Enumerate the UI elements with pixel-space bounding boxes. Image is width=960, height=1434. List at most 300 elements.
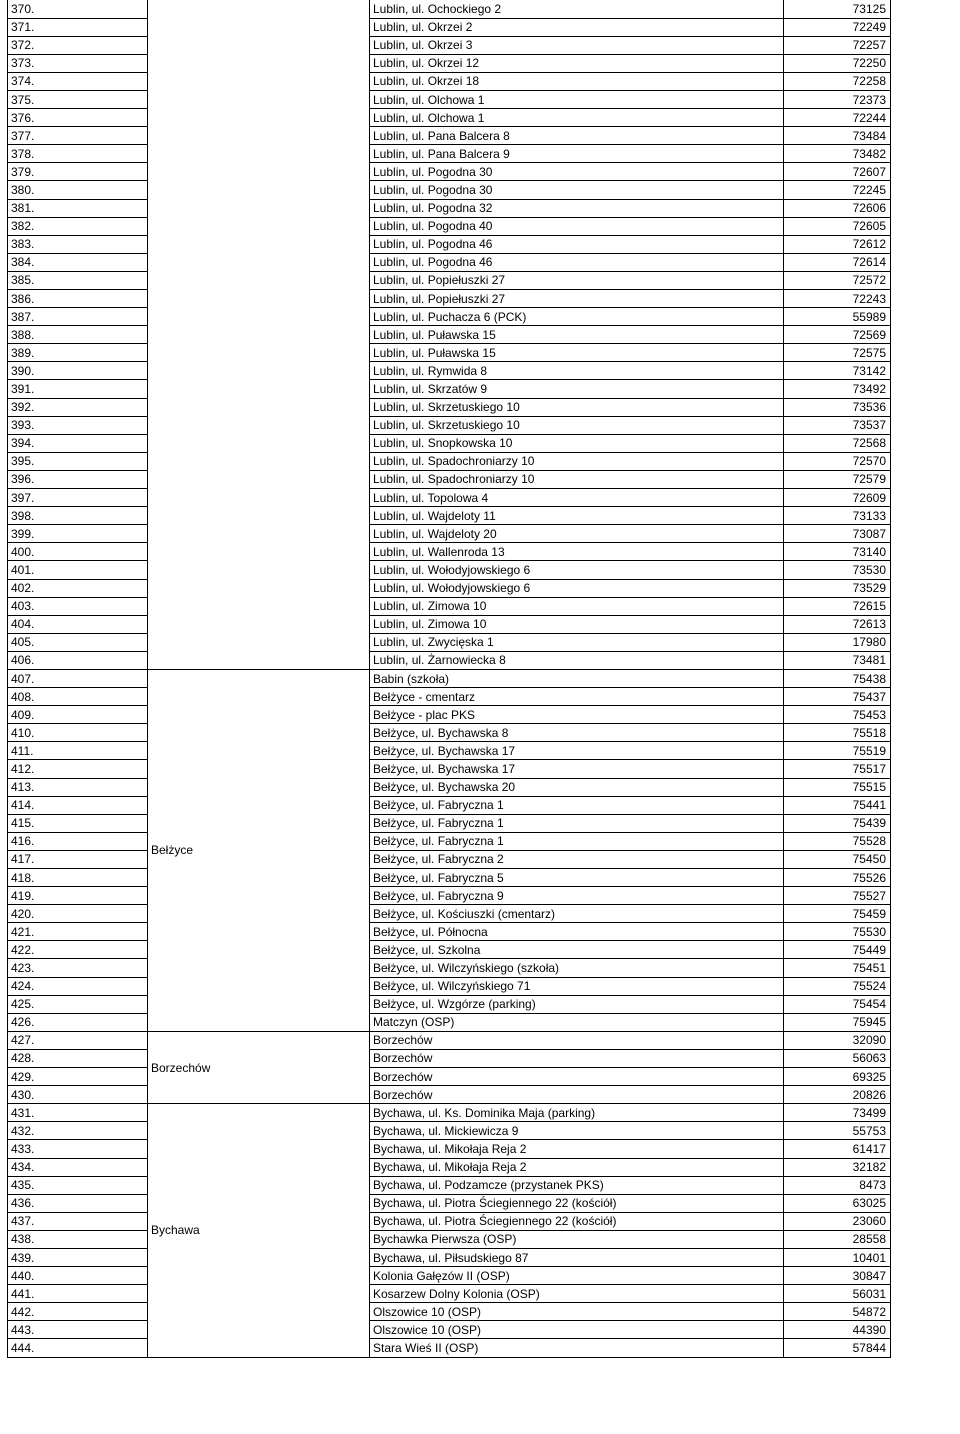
- table-row: [8, 1104, 891, 1122]
- row-number: 421.: [8, 923, 148, 941]
- row-number: 388.: [8, 326, 148, 344]
- row-number: 407.: [8, 669, 148, 687]
- row-number: 385.: [8, 271, 148, 289]
- point-id-cell: 28558: [784, 1230, 891, 1248]
- point-id-cell: 32090: [784, 1031, 891, 1049]
- gmina-cell: Bychawa: [148, 1104, 370, 1357]
- point-id-cell: 75439: [784, 814, 891, 832]
- point-id-cell: 72243: [784, 290, 891, 308]
- row-number: 394.: [8, 434, 148, 452]
- row-number: 432.: [8, 1122, 148, 1140]
- point-id-cell: 75528: [784, 832, 891, 850]
- row-number: 409.: [8, 706, 148, 724]
- point-id-cell: 75459: [784, 905, 891, 923]
- location-cell: Bychawa, ul. Piotra Ściegiennego 22 (kościół): [370, 1194, 784, 1212]
- location-cell: Lublin, ul. Okrzei 12: [370, 54, 784, 72]
- location-cell: Lublin, ul. Pogodna 30: [370, 181, 784, 199]
- point-id-cell: 32182: [784, 1158, 891, 1176]
- location-cell: Lublin, ul. Skrzatów 9: [370, 380, 784, 398]
- location-cell: Lublin, ul. Wajdeloty 11: [370, 507, 784, 525]
- table-row: [8, 217, 891, 235]
- location-cell: Stara Wieś II (OSP): [370, 1339, 784, 1357]
- location-cell: Matczyn (OSP): [370, 1013, 784, 1031]
- location-cell: Lublin, ul. Pogodna 40: [370, 217, 784, 235]
- table-row: [8, 651, 891, 669]
- location-cell: Lublin, ul. Puchacza 6 (PCK): [370, 308, 784, 326]
- row-number: 397.: [8, 489, 148, 507]
- table-row: [8, 18, 891, 36]
- table-row: [8, 923, 891, 941]
- point-id-cell: 75441: [784, 796, 891, 814]
- row-number: 401.: [8, 561, 148, 579]
- point-id-cell: 73087: [784, 525, 891, 543]
- row-number: 440.: [8, 1267, 148, 1285]
- location-cell: Kosarzew Dolny Kolonia (OSP): [370, 1285, 784, 1303]
- table-row: [8, 977, 891, 995]
- table-row: [8, 561, 891, 579]
- point-id-cell: 72575: [784, 344, 891, 362]
- table-row: [8, 54, 891, 72]
- location-cell: Lublin, ul. Okrzei 18: [370, 72, 784, 90]
- location-cell: Borzechów: [370, 1031, 784, 1049]
- point-id-cell: 72607: [784, 163, 891, 181]
- location-cell: Bełżyce, ul. Fabryczna 9: [370, 887, 784, 905]
- row-number: 420.: [8, 905, 148, 923]
- point-id-cell: 75453: [784, 706, 891, 724]
- point-id-cell: 73530: [784, 561, 891, 579]
- table-row: [8, 959, 891, 977]
- location-cell: Bełżyce, ul. Bychawska 20: [370, 778, 784, 796]
- location-table: [7, 0, 891, 1358]
- point-id-cell: 75449: [784, 941, 891, 959]
- row-number: 424.: [8, 977, 148, 995]
- location-cell: Lublin, ul. Snopkowska 10: [370, 434, 784, 452]
- row-number: 392.: [8, 398, 148, 416]
- location-cell: Lublin, ul. Żarnowiecka 8: [370, 651, 784, 669]
- point-id-cell: 72245: [784, 181, 891, 199]
- row-number: 387.: [8, 308, 148, 326]
- row-number: 373.: [8, 54, 148, 72]
- row-number: 378.: [8, 145, 148, 163]
- row-number: 412.: [8, 760, 148, 778]
- table-row: [8, 434, 891, 452]
- point-id-cell: 44390: [784, 1321, 891, 1339]
- location-cell: Lublin, ul. Rymwida 8: [370, 362, 784, 380]
- point-id-cell: 72244: [784, 109, 891, 127]
- row-number: 425.: [8, 995, 148, 1013]
- row-number: 419.: [8, 887, 148, 905]
- point-id-cell: 72249: [784, 18, 891, 36]
- point-id-cell: 75451: [784, 959, 891, 977]
- table-row: [8, 36, 891, 54]
- location-cell: Lublin, ul. Wołodyjowskiego 6: [370, 579, 784, 597]
- table-row: [8, 163, 891, 181]
- row-number: 372.: [8, 36, 148, 54]
- point-id-cell: 75518: [784, 724, 891, 742]
- location-cell: Lublin, ul. Popiełuszki 27: [370, 271, 784, 289]
- table-row: [8, 633, 891, 651]
- table-row: [8, 706, 891, 724]
- point-id-cell: 72606: [784, 199, 891, 217]
- table-row: [8, 615, 891, 633]
- point-id-cell: 73529: [784, 579, 891, 597]
- table-row: [8, 905, 891, 923]
- table-row: [8, 832, 891, 850]
- location-cell: Lublin, ul. Wallenroda 13: [370, 543, 784, 561]
- table-row: [8, 1285, 891, 1303]
- location-cell: Lublin, ul. Pana Balcera 8: [370, 127, 784, 145]
- table-row: [8, 1321, 891, 1339]
- table-row: [8, 1248, 891, 1266]
- row-number: 398.: [8, 507, 148, 525]
- point-id-cell: 72250: [784, 54, 891, 72]
- table-row: [8, 416, 891, 434]
- location-cell: Lublin, ul. Wołodyjowskiego 6: [370, 561, 784, 579]
- point-id-cell: 56063: [784, 1049, 891, 1067]
- table-row: [8, 326, 891, 344]
- location-cell: Lublin, ul. Popiełuszki 27: [370, 290, 784, 308]
- point-id-cell: 73537: [784, 416, 891, 434]
- table-row: [8, 1176, 891, 1194]
- location-cell: Bełżyce, ul. Fabryczna 1: [370, 832, 784, 850]
- location-cell: Borzechów: [370, 1049, 784, 1067]
- row-number: 434.: [8, 1158, 148, 1176]
- table-row: [8, 380, 891, 398]
- point-id-cell: 75526: [784, 869, 891, 887]
- row-number: 406.: [8, 651, 148, 669]
- row-number: 431.: [8, 1104, 148, 1122]
- table-row: [8, 1158, 891, 1176]
- point-id-cell: 72568: [784, 434, 891, 452]
- table-row: [8, 1339, 891, 1357]
- point-id-cell: 75517: [784, 760, 891, 778]
- table-row: [8, 543, 891, 561]
- point-id-cell: 30847: [784, 1267, 891, 1285]
- location-cell: Lublin, ul. Pogodna 30: [370, 163, 784, 181]
- point-id-cell: 73140: [784, 543, 891, 561]
- location-cell: Bychawa, ul. Mickiewicza 9: [370, 1122, 784, 1140]
- table-row: [8, 1031, 891, 1049]
- point-id-cell: 73133: [784, 507, 891, 525]
- table-row: [8, 344, 891, 362]
- location-cell: Lublin, ul. Pana Balcera 9: [370, 145, 784, 163]
- row-number: 423.: [8, 959, 148, 977]
- row-number: 413.: [8, 778, 148, 796]
- table-row: [8, 941, 891, 959]
- table-row: [8, 0, 891, 18]
- table-row: [8, 199, 891, 217]
- point-id-cell: 20826: [784, 1086, 891, 1104]
- point-id-cell: 73536: [784, 398, 891, 416]
- table-row: [8, 489, 891, 507]
- point-id-cell: 55989: [784, 308, 891, 326]
- row-number: 404.: [8, 615, 148, 633]
- location-cell: Bełżyce - cmentarz: [370, 688, 784, 706]
- row-number: 377.: [8, 127, 148, 145]
- row-number: 370.: [8, 0, 148, 18]
- point-id-cell: 54872: [784, 1303, 891, 1321]
- point-id-cell: 8473: [784, 1176, 891, 1194]
- point-id-cell: 72615: [784, 597, 891, 615]
- location-cell: Bełżyce - plac PKS: [370, 706, 784, 724]
- table-row: [8, 145, 891, 163]
- point-id-cell: 55753: [784, 1122, 891, 1140]
- row-number: 396.: [8, 470, 148, 488]
- table-row: [8, 814, 891, 832]
- row-number: 390.: [8, 362, 148, 380]
- row-number: 415.: [8, 814, 148, 832]
- table-body: [8, 0, 891, 1357]
- table-row: [8, 127, 891, 145]
- row-number: 441.: [8, 1285, 148, 1303]
- table-row: [8, 1194, 891, 1212]
- row-number: 408.: [8, 688, 148, 706]
- table-row: [8, 507, 891, 525]
- location-cell: Bełżyce, ul. Północna: [370, 923, 784, 941]
- row-number: 444.: [8, 1339, 148, 1357]
- point-id-cell: 75438: [784, 669, 891, 687]
- location-cell: Bychawa, ul. Podzamcze (przystanek PKS): [370, 1176, 784, 1194]
- location-cell: Bełżyce, ul. Fabryczna 1: [370, 814, 784, 832]
- location-cell: Lublin, ul. Okrzei 3: [370, 36, 784, 54]
- row-number: 427.: [8, 1031, 148, 1049]
- point-id-cell: 57844: [784, 1339, 891, 1357]
- location-cell: Bychawa, ul. Ks. Dominika Maja (parking): [370, 1104, 784, 1122]
- row-number: 389.: [8, 344, 148, 362]
- row-number: 382.: [8, 217, 148, 235]
- location-cell: Bełżyce, ul. Wilczyńskiego (szkoła): [370, 959, 784, 977]
- row-number: 430.: [8, 1086, 148, 1104]
- point-id-cell: 69325: [784, 1068, 891, 1086]
- point-id-cell: 73482: [784, 145, 891, 163]
- location-cell: Kolonia Gałęzów II (OSP): [370, 1267, 784, 1285]
- location-cell: Borzechów: [370, 1086, 784, 1104]
- location-cell: Lublin, ul. Wajdeloty 20: [370, 525, 784, 543]
- location-cell: Lublin, ul. Ochockiego 2: [370, 0, 784, 18]
- point-id-cell: 73125: [784, 0, 891, 18]
- point-id-cell: 72258: [784, 72, 891, 90]
- row-number: 386.: [8, 290, 148, 308]
- table-row: [8, 1267, 891, 1285]
- location-cell: Bełżyce, ul. Fabryczna 5: [370, 869, 784, 887]
- point-id-cell: 23060: [784, 1212, 891, 1230]
- point-id-cell: 75519: [784, 742, 891, 760]
- row-number: 391.: [8, 380, 148, 398]
- point-id-cell: 73499: [784, 1104, 891, 1122]
- location-cell: Babin (szkoła): [370, 669, 784, 687]
- location-cell: Borzechów: [370, 1068, 784, 1086]
- table-row: [8, 1212, 891, 1230]
- table-row: [8, 1049, 891, 1067]
- table-row: [8, 362, 891, 380]
- location-cell: Lublin, ul. Puławska 15: [370, 344, 784, 362]
- table-row: [8, 90, 891, 108]
- location-cell: Olszowice 10 (OSP): [370, 1321, 784, 1339]
- table-row: [8, 579, 891, 597]
- table-row: [8, 760, 891, 778]
- point-id-cell: 75450: [784, 850, 891, 868]
- row-number: 379.: [8, 163, 148, 181]
- location-cell: Bełżyce, ul. Bychawska 8: [370, 724, 784, 742]
- location-cell: Lublin, ul. Spadochroniarzy 10: [370, 452, 784, 470]
- point-id-cell: 73481: [784, 651, 891, 669]
- location-cell: Lublin, ul. Skrzetuskiego 10: [370, 398, 784, 416]
- point-id-cell: 72612: [784, 235, 891, 253]
- location-cell: Lublin, ul. Olchowa 1: [370, 90, 784, 108]
- point-id-cell: 10401: [784, 1248, 891, 1266]
- table-row: [8, 290, 891, 308]
- table-row: [8, 887, 891, 905]
- point-id-cell: 73142: [784, 362, 891, 380]
- point-id-cell: 72579: [784, 470, 891, 488]
- table-row: [8, 1122, 891, 1140]
- table-row: [8, 72, 891, 90]
- row-number: 402.: [8, 579, 148, 597]
- table-row: [8, 1230, 891, 1248]
- table-sheet: [7, 0, 890, 1431]
- location-cell: Bełżyce, ul. Fabryczna 2: [370, 850, 784, 868]
- point-id-cell: 72614: [784, 253, 891, 271]
- table-row: [8, 470, 891, 488]
- point-id-cell: 72257: [784, 36, 891, 54]
- row-number: 435.: [8, 1176, 148, 1194]
- location-cell: Bychawka Pierwsza (OSP): [370, 1230, 784, 1248]
- location-cell: Bychawa, ul. Piłsudskiego 87: [370, 1248, 784, 1266]
- location-cell: Olszowice 10 (OSP): [370, 1303, 784, 1321]
- point-id-cell: 17980: [784, 633, 891, 651]
- point-id-cell: 73492: [784, 380, 891, 398]
- location-cell: Bełżyce, ul. Bychawska 17: [370, 760, 784, 778]
- row-number: 417.: [8, 850, 148, 868]
- point-id-cell: 72572: [784, 271, 891, 289]
- table-row: [8, 1303, 891, 1321]
- row-number: 439.: [8, 1248, 148, 1266]
- table-row: [8, 235, 891, 253]
- row-number: 422.: [8, 941, 148, 959]
- location-cell: Bełżyce, ul. Bychawska 17: [370, 742, 784, 760]
- location-cell: Lublin, ul. Spadochroniarzy 10: [370, 470, 784, 488]
- location-cell: Lublin, ul. Zimowa 10: [370, 615, 784, 633]
- row-number: 375.: [8, 90, 148, 108]
- row-number: 384.: [8, 253, 148, 271]
- row-number: 429.: [8, 1068, 148, 1086]
- table-row: [8, 525, 891, 543]
- point-id-cell: 72609: [784, 489, 891, 507]
- row-number: 403.: [8, 597, 148, 615]
- location-cell: Bełżyce, ul. Fabryczna 1: [370, 796, 784, 814]
- row-number: 438.: [8, 1230, 148, 1248]
- table-row: [8, 398, 891, 416]
- location-cell: Lublin, ul. Zimowa 10: [370, 597, 784, 615]
- location-cell: Lublin, ul. Olchowa 1: [370, 109, 784, 127]
- location-cell: Lublin, ul. Topolowa 4: [370, 489, 784, 507]
- point-id-cell: 63025: [784, 1194, 891, 1212]
- row-number: 418.: [8, 869, 148, 887]
- location-cell: Lublin, ul. Pogodna 32: [370, 199, 784, 217]
- gmina-cell: Bełżyce: [148, 669, 370, 1031]
- table-row: [8, 1068, 891, 1086]
- row-number: 443.: [8, 1321, 148, 1339]
- location-cell: Lublin, ul. Pogodna 46: [370, 235, 784, 253]
- location-cell: Bełżyce, ul. Szkolna: [370, 941, 784, 959]
- point-id-cell: 75527: [784, 887, 891, 905]
- location-cell: Lublin, ul. Okrzei 2: [370, 18, 784, 36]
- location-cell: Lublin, ul. Puławska 15: [370, 326, 784, 344]
- row-number: 393.: [8, 416, 148, 434]
- location-cell: Lublin, ul. Skrzetuskiego 10: [370, 416, 784, 434]
- table-row: [8, 869, 891, 887]
- gmina-cell: [148, 0, 370, 669]
- point-id-cell: 61417: [784, 1140, 891, 1158]
- location-cell: Bełżyce, ul. Wilczyńskiego 71: [370, 977, 784, 995]
- point-id-cell: 75437: [784, 688, 891, 706]
- point-id-cell: 72605: [784, 217, 891, 235]
- point-id-cell: 75524: [784, 977, 891, 995]
- table-row: [8, 778, 891, 796]
- row-number: 442.: [8, 1303, 148, 1321]
- table-row: [8, 995, 891, 1013]
- point-id-cell: 72570: [784, 452, 891, 470]
- point-id-cell: 72569: [784, 326, 891, 344]
- row-number: 371.: [8, 18, 148, 36]
- gmina-cell: Borzechów: [148, 1031, 370, 1103]
- row-number: 428.: [8, 1049, 148, 1067]
- row-number: 376.: [8, 109, 148, 127]
- row-number: 400.: [8, 543, 148, 561]
- table-row: [8, 109, 891, 127]
- row-number: 399.: [8, 525, 148, 543]
- row-number: 380.: [8, 181, 148, 199]
- row-number: 374.: [8, 72, 148, 90]
- location-cell: Lublin, ul. Pogodna 46: [370, 253, 784, 271]
- row-number: 416.: [8, 832, 148, 850]
- point-id-cell: 73484: [784, 127, 891, 145]
- row-number: 414.: [8, 796, 148, 814]
- location-cell: Bychawa, ul. Mikołaja Reja 2: [370, 1140, 784, 1158]
- row-number: 381.: [8, 199, 148, 217]
- point-id-cell: 75945: [784, 1013, 891, 1031]
- table-row: [8, 724, 891, 742]
- row-number: 411.: [8, 742, 148, 760]
- row-number: 383.: [8, 235, 148, 253]
- table-row: [8, 850, 891, 868]
- table-row: [8, 1140, 891, 1158]
- point-id-cell: 75515: [784, 778, 891, 796]
- table-row: [8, 253, 891, 271]
- row-number: 433.: [8, 1140, 148, 1158]
- row-number: 437.: [8, 1212, 148, 1230]
- point-id-cell: 72373: [784, 90, 891, 108]
- location-cell: Bychawa, ul. Mikołaja Reja 2: [370, 1158, 784, 1176]
- row-number: 436.: [8, 1194, 148, 1212]
- table-row: [8, 452, 891, 470]
- location-cell: Bełżyce, ul. Kościuszki (cmentarz): [370, 905, 784, 923]
- row-number: 395.: [8, 452, 148, 470]
- row-number: 405.: [8, 633, 148, 651]
- point-id-cell: 72613: [784, 615, 891, 633]
- table-row: [8, 271, 891, 289]
- location-cell: Lublin, ul. Zwycięska 1: [370, 633, 784, 651]
- table-row: [8, 669, 891, 687]
- table-row: [8, 796, 891, 814]
- location-cell: Bełżyce, ul. Wzgórze (parking): [370, 995, 784, 1013]
- point-id-cell: 56031: [784, 1285, 891, 1303]
- point-id-cell: 75530: [784, 923, 891, 941]
- table-row: [8, 1086, 891, 1104]
- table-row: [8, 1013, 891, 1031]
- table-row: [8, 308, 891, 326]
- table-row: [8, 597, 891, 615]
